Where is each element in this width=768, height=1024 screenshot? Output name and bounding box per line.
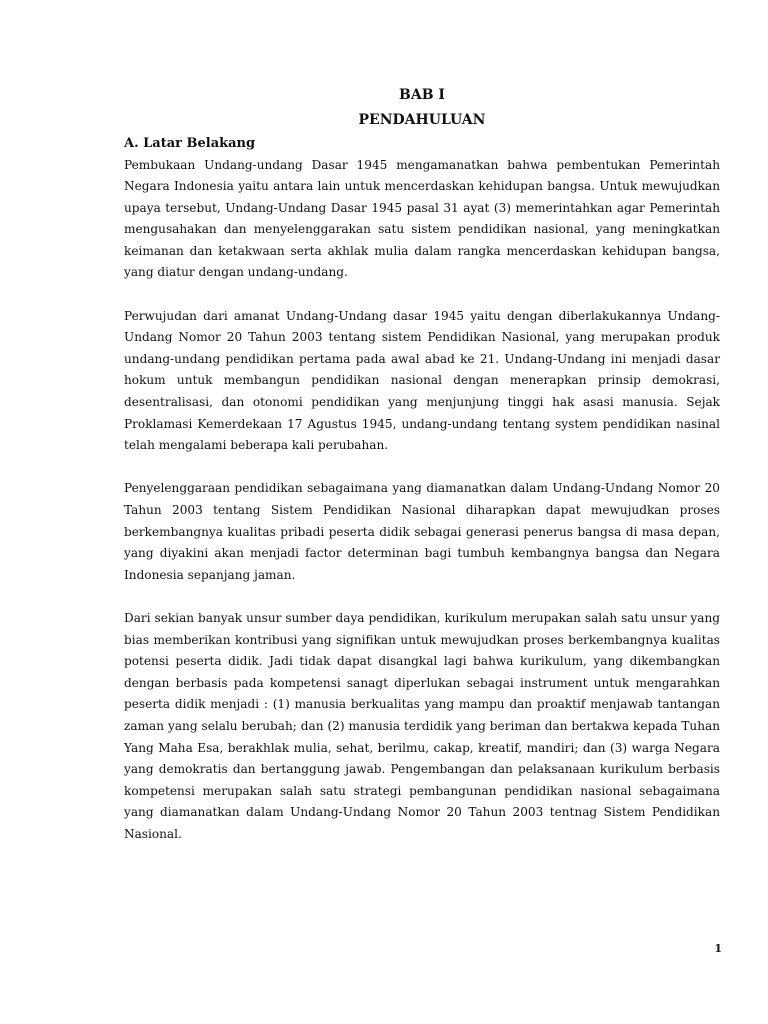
paragraph-2: Perwujudan dari amanat Undang-Undang dasar 1945 yaitu dengan diberlakukannya Undang-Undang Nomor 20 Tahun 2003 tentang sistem Pendidikan Nasional, yang merupakan produk undang-undang pendidikan pertama pada awal abad ke 21. Undang-Undang ini menjadi dasar hokum untuk membangun pendidikan nasional dengan menerapkan prinsip demokrasi, desentralisasi, dan otonomi pendidikan yang menjunjung tinggi hak asasi manusia. Sejak Proklamasi Kemerdekaan 17 Agustus 1945, undang-undang tentang system pendidikan nasinal telah mengalami beberapa kali perubahan.	[124, 308, 720, 453]
paragraph-4: Dari sekian banyak unsur sumber daya pendidikan, kurikulum merupakan salah satu unsur yang bias memberikan kontribusi yang signifikan untuk mewujudkan proses berkembangnya kualitas potensi peserta didik. Jadi tidak dapat disangkal lagi bahwa kurikulum, yang dikembangkan dengan berbasis pada kompetensi sanagt diperlukan sebagai instrument untuk mengarahkan peserta didik menjadi : (1) manusia berkualitas yang mampu dan proaktif menjawab tantangan zaman yang selalu berubah; dan (2) manusia terdidik yang beriman dan bertakwa kepada Tuhan Yang Maha Esa, berakhlak mulia, sehat, berilmu, cakap, kreatif, mandiri; dan (3) warga Negara yang demokratis dan bertanggung jawab. Pengembangan dan pelaksanaan kurikulum berbasis kompetensi merupakan salah satu strategi pembangunan pendidikan nasional sebagaimana yang diamanatkan dalam Undang-Undang Nomor 20 Tahun 2003 tentnag Sistem Pendidikan Nasional.	[124, 610, 720, 841]
page-number: 1	[714, 942, 722, 955]
paragraph-3: Penyelenggaraan pendidikan sebagaimana yang diamanatkan dalam Undang-Undang Nomor 20 Tahun 2003 tentang Sistem Pendidikan Nasional diharapkan dapat mewujudkan proses berkembangnya kualitas pribadi peserta didik sebagai generasi penerus bangsa di masa depan, yang diyakini akan menjadi factor determinan bagi tumbuh kembangnya bangsa dan Negara Indonesia sepanjang jaman.	[124, 481, 720, 582]
paragraph-1: Pembukaan Undang-undang Dasar 1945 mengamanatkan bahwa pembentukan Pemerintah Negara Indonesia yaitu antara lain untuk mencerdaskan kehidupan bangsa. Untuk mewujudkan upaya tersebut, Undang-Undang Dasar 1945 pasal 31 ayat (3) memerintahkan agar Pemerintah mengusahakan dan menyelenggarakan satu sistem pendidikan nasional, yang meningkatkan keimanan dan ketakwaan serta akhlak mulia dalam rangka mencerdaskan kehidupan bangsa, yang diatur dengan undang-undang.	[124, 157, 720, 280]
chapter-title: PENDAHULUAN	[358, 112, 486, 128]
page-content	[124, 84, 720, 846]
chapter-number: BAB I	[399, 87, 445, 103]
section-heading: A. Latar Belakang	[124, 136, 256, 151]
